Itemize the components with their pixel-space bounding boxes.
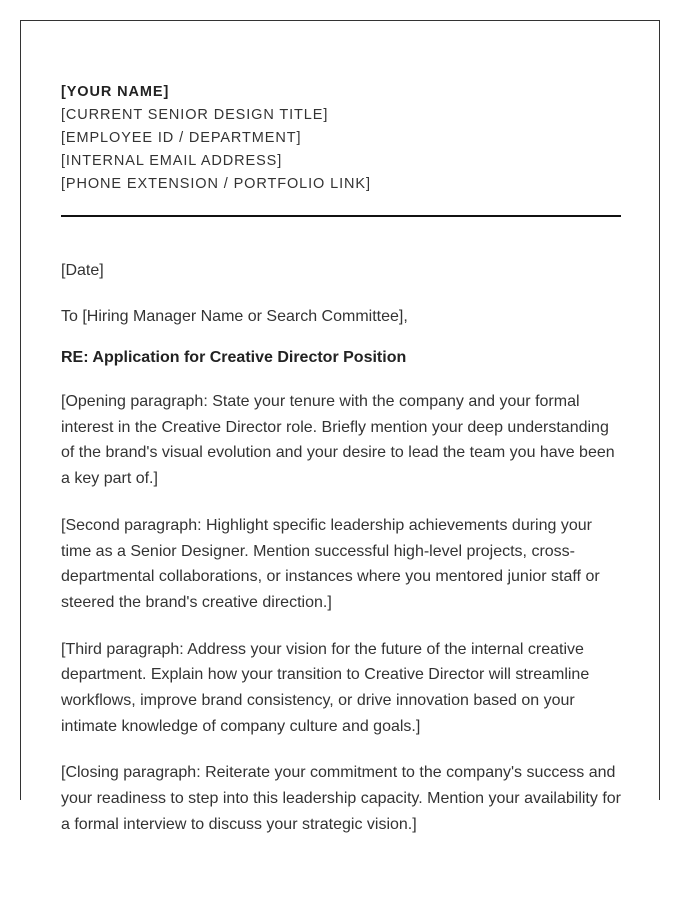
sender-phone: [PHONE EXTENSION / PORTFOLIO LINK] xyxy=(61,176,371,192)
letter-salutation: To [Hiring Manager Name or Search Committee], xyxy=(61,308,408,325)
letter-content xyxy=(61,81,623,838)
sender-employee-id: [EMPLOYEE ID / DEPARTMENT] xyxy=(61,130,302,146)
sender-name: [YOUR NAME] xyxy=(61,84,170,100)
opening-paragraph: [Opening paragraph: State your tenure with the company and your formal interest in the Creative Director role. Briefly mention your deep understanding of the brand's visual evolution and your desire to lead the team you have been a key part of.] xyxy=(61,393,615,488)
letter-page xyxy=(20,20,660,833)
sender-email: [INTERNAL EMAIL ADDRESS] xyxy=(61,153,283,169)
second-paragraph: [Second paragraph: Highlight specific leadership achievements during your time as a Senior Designer. Mention successful high-level projects, cross-departmental collaborations, or instances where you mentored junior staff or steered the brand's creative direction.] xyxy=(61,516,600,611)
sender-title: [CURRENT SENIOR DESIGN TITLE] xyxy=(61,107,329,123)
letter-subject: RE: Application for Creative Director Position xyxy=(61,349,407,366)
closing-paragraph: [Closing paragraph: Reiterate your commitment to the company's success and your readiness to step into this leadership capacity. Mention your availability for a formal interview to discuss your strategic vision.] xyxy=(61,764,621,833)
sender-header xyxy=(61,81,623,196)
header-divider xyxy=(61,215,621,217)
letter-date: [Date] xyxy=(61,262,104,279)
third-paragraph: [Third paragraph: Address your vision for the future of the internal creative department. Explain how your transition to Creative Director will streamline workflows, improve brand consistency, or drive innovation based on your intimate knowledge of company culture and goals.] xyxy=(61,640,590,735)
